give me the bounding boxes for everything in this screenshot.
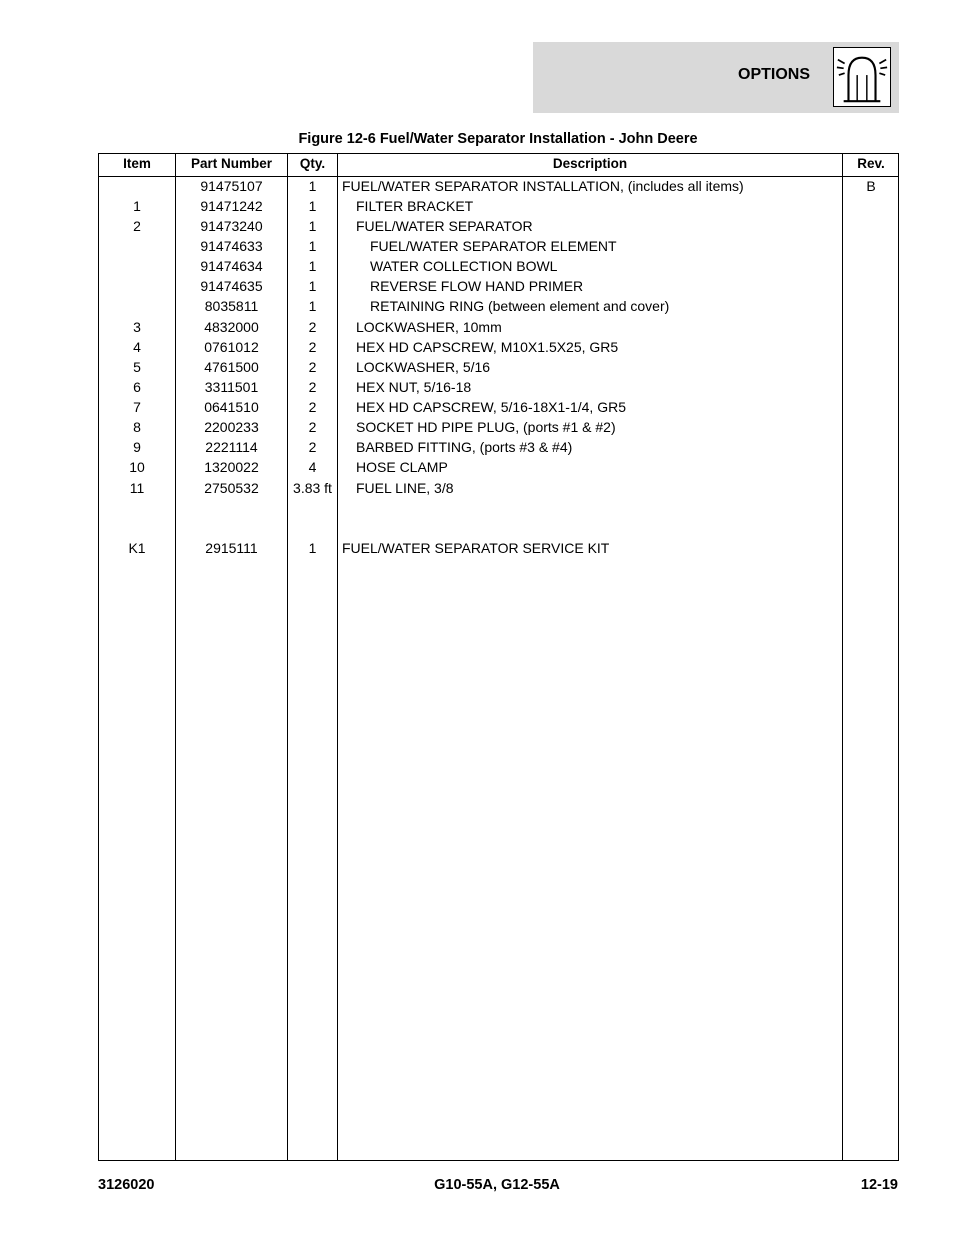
part-number-cell: 0761012 — [204, 339, 259, 355]
description-cell: FUEL/WATER SEPARATOR SERVICE KIT — [342, 540, 610, 556]
item-cell: 6 — [133, 379, 141, 395]
table-row — [99, 236, 898, 256]
table-row — [99, 478, 898, 498]
qty-cell: 1 — [308, 258, 317, 274]
table-row — [99, 216, 898, 236]
part-number-cell: 91473240 — [200, 218, 263, 234]
table-row — [99, 296, 898, 316]
description-cell: LOCKWASHER, 5/16 — [356, 359, 491, 375]
description-cell: FILTER BRACKET — [356, 198, 474, 214]
page-number: 12-19 — [860, 1177, 898, 1193]
parts-table — [98, 153, 899, 1161]
description-cell: FUEL/WATER SEPARATOR — [356, 218, 533, 234]
description-cell: RETAINING RING (between element and cover) — [370, 298, 670, 314]
column-header-qty: Qty. — [299, 156, 326, 171]
item-cell: 9 — [133, 439, 141, 455]
description-cell: SOCKET HD PIPE PLUG, (ports #1 & #2) — [356, 419, 616, 435]
qty-cell: 1 — [308, 278, 317, 294]
part-number-cell: 91474633 — [200, 238, 263, 254]
part-number-cell: 3311501 — [204, 379, 259, 395]
part-number-cell: 0641510 — [204, 399, 259, 415]
part-number-cell: 2750532 — [204, 480, 259, 496]
description-cell: FUEL/WATER SEPARATOR INSTALLATION, (includes all items) — [342, 178, 744, 194]
table-row — [99, 317, 898, 337]
qty-cell: 1 — [308, 178, 317, 194]
table-row — [99, 377, 898, 397]
description-cell: HEX HD CAPSCREW, M10X1.5X25, GR5 — [356, 339, 619, 355]
qty-cell: 2 — [308, 379, 317, 395]
description-cell: FUEL LINE, 3/8 — [356, 480, 454, 496]
part-number-cell: 2221114 — [205, 439, 258, 455]
qty-cell: 3.83 ft — [293, 480, 332, 496]
table-row — [99, 276, 898, 296]
column-header-item: Item — [123, 156, 151, 171]
part-number-cell: 2200233 — [204, 419, 259, 435]
part-number-cell: 91471242 — [200, 198, 263, 214]
options-beacon-icon — [833, 47, 891, 107]
qty-cell: 2 — [308, 319, 317, 335]
qty-cell: 1 — [308, 238, 317, 254]
column-header-rev: Rev. — [857, 156, 885, 171]
item-cell: 5 — [133, 359, 141, 375]
section-title: OPTIONS — [738, 66, 811, 83]
part-number-cell: 2915111 — [205, 540, 258, 556]
table-row — [99, 397, 898, 417]
item-cell: 11 — [129, 480, 145, 496]
description-cell: REVERSE FLOW HAND PRIMER — [370, 278, 584, 294]
part-number-cell: 8035811 — [204, 298, 259, 314]
part-number-cell: 4832000 — [204, 319, 259, 335]
table-row — [99, 498, 898, 518]
table-row — [99, 196, 898, 216]
item-cell: 2 — [133, 218, 141, 234]
description-cell: HEX NUT, 5/16-18 — [356, 379, 472, 395]
table-row — [99, 357, 898, 377]
qty-cell: 1 — [308, 198, 317, 214]
description-cell: WATER COLLECTION BOWL — [370, 258, 558, 274]
model-numbers: G10-55A, G12-55A — [434, 1177, 560, 1193]
part-number-cell: 4761500 — [204, 359, 259, 375]
table-row — [99, 457, 898, 477]
item-cell: 10 — [129, 459, 145, 475]
qty-cell: 4 — [308, 459, 317, 475]
description-cell: HEX HD CAPSCREW, 5/16-18X1-1/4, GR5 — [356, 399, 626, 415]
qty-cell: 1 — [308, 218, 317, 234]
description-cell: FUEL/WATER SEPARATOR ELEMENT — [370, 238, 617, 254]
part-number-cell: 91475107 — [200, 178, 263, 194]
qty-cell: 1 — [308, 298, 317, 314]
description-cell: BARBED FITTING, (ports #3 & #4) — [356, 439, 573, 455]
item-cell: K1 — [128, 540, 146, 556]
table-row — [99, 337, 898, 357]
item-cell: 7 — [133, 399, 141, 415]
column-header-part-number: Part Number — [190, 156, 273, 171]
description-cell: HOSE CLAMP — [356, 459, 448, 475]
table-row — [99, 256, 898, 276]
item-cell: 1 — [133, 198, 141, 214]
qty-cell: 1 — [308, 540, 317, 556]
item-cell: 8 — [133, 419, 141, 435]
description-cell: LOCKWASHER, 10mm — [356, 319, 502, 335]
table-row — [99, 518, 898, 538]
item-cell: 3 — [133, 319, 141, 335]
document-number: 3126020 — [98, 1177, 155, 1193]
table-row — [99, 417, 898, 437]
part-number-cell: 91474634 — [200, 258, 263, 274]
qty-cell: 2 — [308, 439, 317, 455]
column-header-description: Description — [552, 156, 628, 171]
item-cell: 4 — [133, 339, 141, 355]
qty-cell: 2 — [308, 419, 317, 435]
table-row — [99, 538, 898, 558]
qty-cell: 2 — [308, 399, 317, 415]
table-row — [99, 176, 898, 196]
qty-cell: 2 — [308, 359, 317, 375]
table-row — [99, 437, 898, 457]
qty-cell: 2 — [308, 339, 317, 355]
rev-cell: B — [866, 178, 876, 194]
part-number-cell: 1320022 — [204, 459, 259, 475]
part-number-cell: 91474635 — [200, 278, 263, 294]
figure-title: Figure 12-6 Fuel/Water Separator Installation - John Deere — [298, 131, 698, 147]
